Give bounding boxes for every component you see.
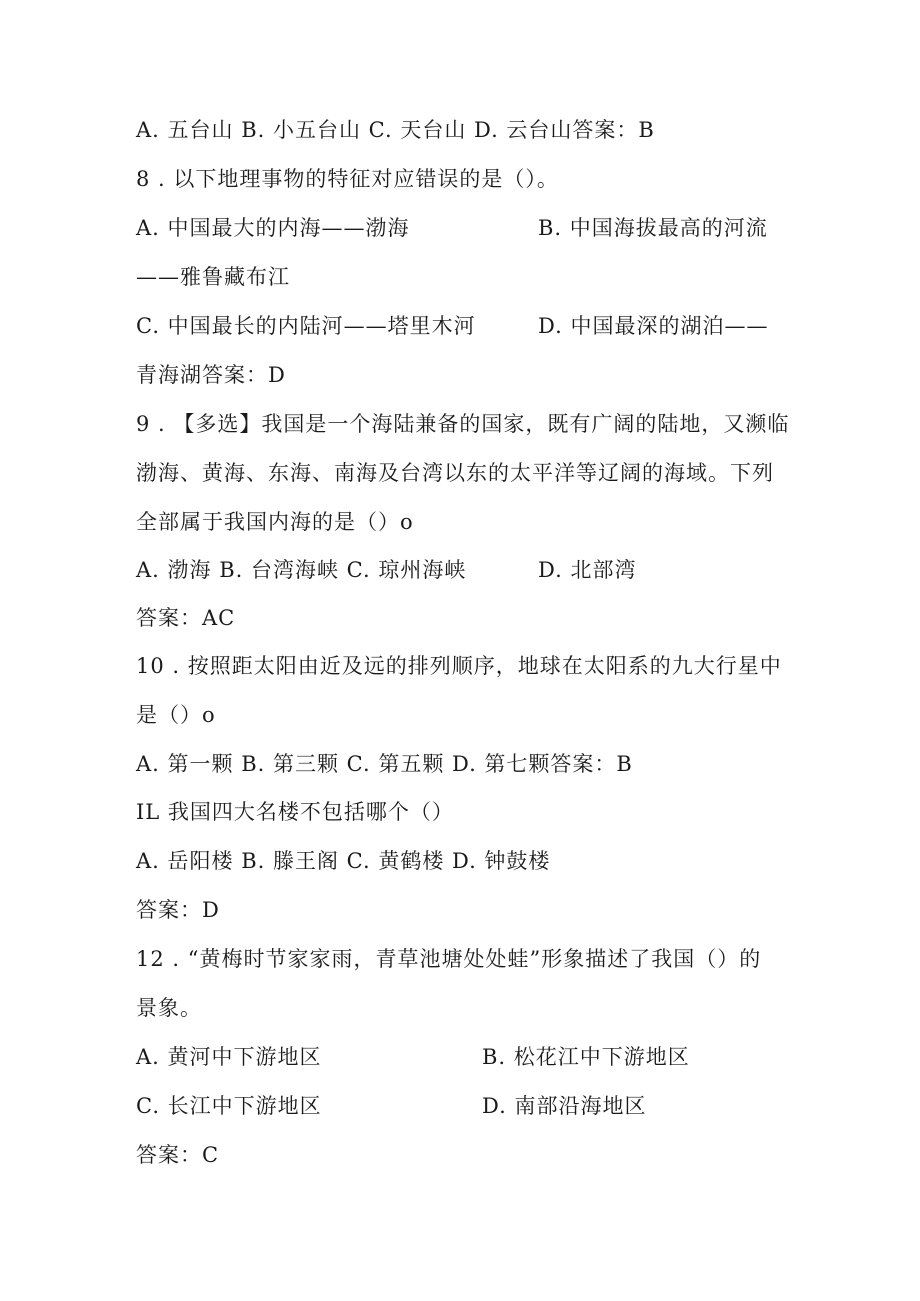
q8-option-b: B. 中国海拔最高的河流 bbox=[538, 216, 768, 240]
q9-stem-2: 渤海、黄海、东海、南海及台湾以东的太平洋等辽阔的海域。下列 bbox=[136, 461, 774, 485]
q7-options-answer: A. 五台山 B. 小五台山 C. 天台山 D. 云台山答案：B bbox=[136, 118, 655, 142]
q12-option-a: A. 黄河中下游地区 bbox=[136, 1045, 322, 1069]
q11-stem: IL 我国四大名楼不包括哪个（） bbox=[136, 800, 454, 824]
q8-stem: 8 . 以下地理事物的特征对应错误的是（）。 bbox=[136, 167, 559, 191]
q8-option-b-cont: ——雅鲁藏布江 bbox=[136, 265, 290, 289]
q8-option-d: D. 中国最深的湖泊—— bbox=[538, 314, 769, 338]
q10-stem-2: 是（）o bbox=[136, 703, 216, 727]
q12-stem-2: 景象。 bbox=[136, 996, 202, 1020]
q11-answer: 答案：D bbox=[136, 898, 220, 922]
q8-option-c: C. 中国最长的内陆河——塔里木河 bbox=[136, 314, 476, 338]
q8-option-a: A. 中国最大的内海——渤海 bbox=[136, 216, 410, 240]
q9-stem-3: 全部属于我国内海的是（）o bbox=[136, 510, 414, 534]
q10-options-answer: A. 第一颗 B. 第三颗 C. 第五颗 D. 第七颗答案：B bbox=[136, 752, 633, 776]
q11-options: A. 岳阳楼 B. 滕王阁 C. 黄鹤楼 D. 钟鼓楼 bbox=[136, 849, 551, 873]
q9-options-abc: A. 渤海 B. 台湾海峡 C. 琼州海峡 bbox=[136, 558, 467, 582]
q10-stem-1: 10 . 按照距太阳由近及远的排列顺序，地球在太阳系的九大行星中 bbox=[136, 654, 782, 678]
q12-option-c: C. 长江中下游地区 bbox=[136, 1094, 322, 1118]
q8-answer: 青海湖答案：D bbox=[136, 363, 286, 387]
q12-answer: 答案：C bbox=[136, 1143, 220, 1167]
q9-stem-1: 9 . 【多选】我国是一个海陆兼备的国家，既有广阔的陆地，又濒临 bbox=[136, 412, 790, 436]
q12-option-d: D. 南部沿海地区 bbox=[482, 1094, 647, 1118]
q12-option-b: B. 松花江中下游地区 bbox=[482, 1045, 690, 1069]
q9-answer: 答案：AC bbox=[136, 606, 236, 630]
q9-option-d: D. 北部湾 bbox=[538, 558, 637, 582]
q12-stem-1: 12 . “黄梅时节家家雨，青草池塘处处蛙”形象描述了我国（）的 bbox=[136, 947, 762, 971]
